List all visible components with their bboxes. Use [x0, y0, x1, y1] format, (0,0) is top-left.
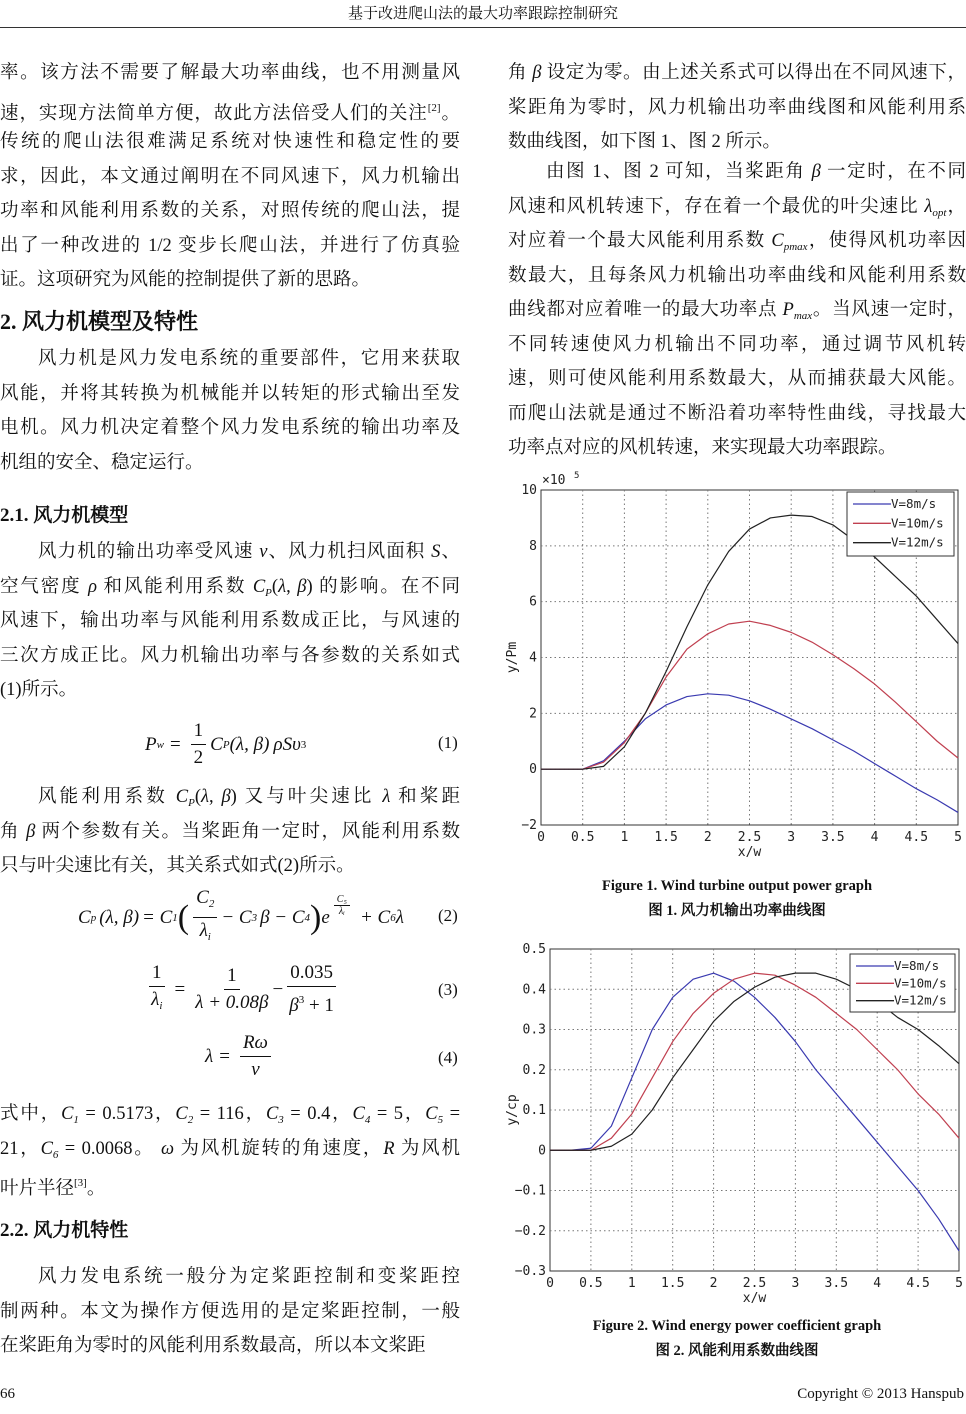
text-run: 风能利用系数 [38, 787, 176, 807]
text-run: 、风力机扫风面积 [267, 542, 432, 562]
x-tick-label: 1 [627, 1276, 636, 1291]
text-line [508, 91, 966, 126]
text-run: 为风机 [394, 1138, 460, 1159]
citation: [3] [74, 1177, 87, 1189]
equation-number: (3) [438, 980, 458, 999]
y-tick-label: 0.2 [522, 1062, 546, 1078]
eq-num: 1 [191, 718, 207, 745]
text-line [0, 160, 460, 195]
y-tick-label: 0.4 [522, 982, 546, 998]
legend-label: V=12m/s [894, 992, 947, 1008]
text-run: ， [946, 196, 966, 217]
x-tick-label: 3.5 [821, 830, 845, 845]
math-symbol: P [782, 300, 794, 320]
text-run: ) 又与叶尖速比 [230, 787, 383, 807]
eq-op: = [219, 1045, 230, 1067]
text-run: 在桨距角为零时的风能利用系数最高，所以本文桨距 [0, 1336, 426, 1356]
text-run: = 0.0068。 [58, 1138, 161, 1159]
math-symbol: max [793, 310, 813, 322]
x-tick-label: 4 [873, 1276, 882, 1291]
math-symbol: v [259, 542, 268, 562]
math-symbol: ω [160, 1138, 175, 1159]
figure-caption-en: Figure 2. Wind energy power coefficient graph [592, 1318, 882, 1334]
text-run: 角 [508, 63, 533, 83]
text-run: ( [194, 787, 201, 807]
y-tick-label: −0.2 [514, 1223, 546, 1239]
text-run: 功率点对应的风机转速，来实现最大功率跟踪。 [508, 438, 897, 458]
text-run: , [209, 787, 222, 807]
text-run: = [443, 1104, 461, 1124]
y-tick-label: 0 [529, 762, 537, 778]
legend-label: V=12m/s [891, 534, 944, 550]
eq-args: (λ, β) [99, 906, 140, 928]
math-symbol: C [61, 1104, 74, 1124]
text-line [0, 1132, 460, 1167]
x-tick-label: 0 [537, 830, 545, 845]
math-symbol: R [383, 1138, 395, 1159]
text-run: 一定时，在不同 [820, 162, 966, 182]
x-tick-label: 3 [791, 1276, 800, 1291]
text-line [0, 1329, 460, 1364]
math-symbol: C [352, 1104, 365, 1124]
math-symbol: β [221, 787, 231, 807]
eq-num: C₅ [334, 894, 350, 906]
text-line [0, 639, 460, 674]
eq-den: v [251, 1059, 260, 1080]
equation-number: (2) [438, 906, 458, 925]
paragraph [0, 56, 460, 298]
eq-symbol: λ [199, 920, 208, 941]
text-run: ，使得风机功率因 [807, 231, 966, 251]
eq-fraction [191, 718, 207, 771]
eq-den: λᵢ [338, 906, 345, 917]
page-number: 66 [0, 1386, 15, 1402]
x-tick-label: 0 [546, 1276, 554, 1291]
eq-sub: 4 [304, 911, 311, 924]
eq-symbol: P [145, 733, 157, 755]
math-symbol: β [811, 162, 821, 182]
eq-num: 1 [149, 960, 165, 987]
text-run: 角 [0, 821, 27, 842]
math-symbol: ρ [88, 576, 97, 597]
y-tick-label: −0.1 [514, 1183, 546, 1199]
x-axis-label: x/w [742, 1291, 767, 1306]
text-run: 速，则可使风能利用系数最大，从而捕获最大风能。 [508, 369, 966, 389]
x-tick-label: 3 [787, 830, 796, 845]
text-run: 风能，并将其转换为机械能并以转矩的形式输出至发 [0, 383, 460, 404]
eq-args: (λ, β) [229, 733, 270, 755]
eq-term: − C [221, 906, 252, 928]
math-symbol: λ [924, 196, 933, 217]
text-run: = 5， [370, 1104, 426, 1124]
eq-sub: 2 [208, 898, 215, 910]
text-line [508, 155, 966, 190]
eq-sub: 1 [172, 911, 178, 924]
text-run: 求，因此，本文通过阐明在不同风速下，风力机输出 [0, 166, 460, 187]
math-symbol: 3 [278, 1114, 284, 1126]
text-run: 速，实现方法简单方便，故此方法倍受人们的关注 [0, 103, 428, 124]
subsection-heading: 2.1. 风力机模型 [0, 505, 129, 526]
text-line [0, 570, 460, 605]
text-line [0, 1097, 460, 1132]
text-line [0, 1295, 460, 1330]
text-line [0, 849, 460, 884]
eq-term: + C [359, 906, 391, 928]
math-symbol: 1 [73, 1114, 79, 1126]
text-run: 桨距角为零时，风力机输出功率曲线图和风能利用系 [508, 97, 966, 118]
y-tick-label: 8 [529, 538, 537, 554]
text-run: 空气密度 [0, 576, 89, 597]
x-tick-label: 2 [709, 1276, 718, 1291]
citation: [2] [427, 101, 441, 114]
text-run: 风力机是风力发电系统的重要部件，它用来获取 [38, 349, 460, 369]
eq-den-tail: + 1 [304, 995, 334, 1016]
text-line [0, 604, 460, 639]
math-symbol: 2 [187, 1114, 194, 1126]
eq-num: 0.035 [287, 960, 336, 987]
text-line [0, 125, 460, 160]
figure-caption-cn: 图 1. 风力机输出功率曲线图 [648, 903, 826, 919]
paragraph [0, 1097, 460, 1201]
eq-fraction [193, 885, 217, 950]
x-tick-label: 5 [954, 830, 962, 845]
text-run: = 0.4， [283, 1104, 353, 1124]
eq-symbol: ρSυ [273, 733, 301, 755]
text-run: 对应着一个最大风能利用系数 [508, 231, 772, 251]
text-run: 风力机的输出功率受风速 [38, 542, 260, 562]
equation-3 [145, 960, 340, 1019]
eq-op: = [169, 733, 181, 755]
y-tick-label: 4 [529, 650, 537, 666]
math-symbol: P [188, 797, 195, 809]
math-symbol: C [252, 576, 266, 597]
eq-symbol: C [210, 733, 223, 755]
math-symbol: C [265, 1104, 279, 1124]
eq-symbol: λ [205, 1045, 214, 1067]
y-tick-label: 0 [538, 1143, 546, 1159]
paragraph [0, 780, 460, 884]
eq-symbol: e [321, 906, 330, 928]
text-run: 电机。风力机决定着整个风力发电系统的输出功率及 [0, 418, 460, 438]
paragraph [0, 342, 460, 480]
header-rule [0, 27, 966, 28]
text-run: 。当风速一定时， [812, 300, 966, 320]
figure-caption-cn: 图 2. 风能利用系数曲线图 [655, 1343, 819, 1359]
math-symbol: 6 [52, 1148, 59, 1161]
text-run: 由图 1、图 2 可知，当桨距角 [546, 162, 812, 182]
text-run: 21， [0, 1138, 41, 1159]
text-run: 两个参数有关。当桨距角一定时，风能利用系数 [35, 821, 460, 842]
text-run: 传统的爬山法很难满足系统对快速性和稳定性的要 [0, 132, 460, 152]
text-run: 不同转速使风力机输出不同功率，通过调节风机转 [508, 334, 966, 355]
eq-op: − [272, 978, 284, 1000]
math-symbol: C [40, 1138, 53, 1159]
legend-label: V=10m/s [894, 975, 947, 991]
axis-multiplier: ×10 [542, 473, 566, 488]
text-run: (1)所示。 [0, 680, 78, 700]
math-symbol: C [771, 231, 784, 251]
eq-sub: i [207, 931, 211, 943]
text-line [0, 411, 460, 446]
text-run: 三次方成正比。风力机输出功率与各参数的关系如式 [0, 645, 460, 666]
paragraph [0, 1260, 460, 1364]
text-run: 功率和风能利用系数的关系，对照传统的爬山法，提 [0, 201, 460, 221]
text-line [0, 229, 460, 264]
eq-sup: 3 [298, 994, 305, 1006]
math-symbol: β [532, 63, 542, 83]
paragraph [0, 535, 460, 708]
text-run: 。 [86, 1179, 106, 1199]
eq-sub: i [159, 1000, 163, 1012]
x-tick-label: 4.5 [906, 1276, 930, 1291]
y-tick-label: −2 [521, 818, 537, 833]
text-run: 数曲线图，如下图 1、图 2 所示。 [508, 132, 781, 152]
text-line [0, 263, 460, 298]
x-tick-label: 1.5 [654, 830, 678, 845]
left-paren: ( [177, 898, 190, 936]
y-tick-label: 6 [529, 594, 537, 610]
text-run: 风速和风机转速下，存在着一个最优的叶尖速比 [508, 196, 925, 217]
y-axis-label: y/cp [505, 1094, 520, 1126]
x-tick-label: 4 [870, 830, 879, 845]
text-run: 风力发电系统一般分为定桨距控制和变桨距控 [38, 1267, 460, 1287]
y-tick-label: 2 [529, 706, 537, 722]
text-run: = 0.5173， [78, 1104, 176, 1124]
text-run: 叶片半径 [0, 1179, 75, 1199]
math-symbol: 5 [437, 1114, 444, 1126]
text-run: ( [271, 576, 279, 597]
y-axis-label: y/Pm [505, 641, 520, 674]
x-tick-label: 5 [955, 1276, 963, 1291]
text-line [0, 1260, 460, 1295]
legend-label: V=8m/s [894, 958, 940, 973]
equation-1 [145, 718, 306, 771]
math-symbol: λ [382, 787, 391, 807]
text-run: , [286, 576, 298, 597]
copyright: Copyright © 2013 Hanspub [797, 1386, 964, 1402]
y-tick-label: 0.5 [522, 942, 546, 957]
x-axis-label: x/w [737, 845, 762, 860]
eq-exponent [334, 894, 350, 917]
eq-fraction [195, 963, 268, 1016]
math-symbol: C [425, 1104, 438, 1124]
eq-sub: w [156, 738, 164, 751]
math-symbol: β [26, 821, 36, 842]
subsection-heading: 2.2. 风力机特性 [0, 1220, 129, 1241]
eq-num: Rω [240, 1030, 271, 1057]
text-run: = 116， [193, 1104, 266, 1124]
eq-sup: 3 [300, 738, 307, 751]
equation-4 [205, 1030, 275, 1083]
text-run: 和桨距 [390, 787, 460, 807]
math-symbol: C [175, 787, 189, 807]
paragraph [508, 155, 966, 466]
x-tick-label: 2 [703, 830, 712, 845]
text-run: 、 [440, 542, 460, 562]
text-run: 机组的安全、稳定运行。 [0, 452, 204, 473]
eq-den: β [289, 995, 299, 1016]
x-tick-label: 1 [620, 830, 629, 845]
text-line [508, 397, 966, 432]
text-line [0, 673, 460, 708]
text-run: 设定为零。由上述关系式可以得出在不同风速下， [541, 63, 966, 83]
text-line [0, 56, 460, 91]
math-symbol: P [265, 586, 272, 599]
y-tick-label: 10 [521, 483, 537, 498]
math-symbol: λ [278, 576, 287, 597]
text-run: 和风能利用系数 [97, 576, 253, 597]
eq-symbol: C [78, 906, 91, 928]
text-line [508, 431, 966, 466]
y-tick-label: 0.3 [522, 1022, 546, 1038]
text-run: ) 的影响。在不同 [306, 576, 460, 597]
math-symbol: pmax [783, 241, 808, 253]
x-tick-label: 0.5 [570, 830, 595, 845]
eq-symbol: λ [395, 906, 404, 928]
text-run: 风速下，输出功率与风能利用系数成正比，与风速的 [0, 611, 460, 631]
text-line [508, 224, 966, 259]
eq-fraction [149, 960, 165, 1019]
text-line [0, 91, 460, 126]
legend-label: V=8m/s [891, 496, 937, 511]
text-line [0, 535, 460, 570]
eq-den: λ [151, 989, 160, 1010]
math-symbol: 4 [364, 1114, 371, 1126]
text-run: 制两种。本文为操作方便选用的是定桨距控制，一般 [0, 1301, 460, 1322]
eq-sub: p [90, 911, 97, 924]
text-line [508, 328, 966, 363]
eq-op: = [174, 978, 186, 1000]
x-tick-label: 2.5 [737, 830, 762, 845]
power-chart [500, 468, 966, 868]
text-run: 率。该方法不需要了解最大功率曲线，也不用测量风 [0, 63, 460, 83]
text-line [0, 780, 460, 815]
eq-den: λ + 0.08β [195, 992, 269, 1013]
eq-term: β − C [260, 906, 305, 928]
eq-sub: 3 [251, 911, 258, 924]
text-line [0, 377, 460, 412]
eq-den: 2 [193, 747, 204, 768]
equation-number: (4) [438, 1048, 458, 1067]
paragraph [508, 56, 966, 160]
text-line [0, 1166, 460, 1201]
text-line [0, 815, 460, 850]
text-run: 而爬山法就是通过不断沿着功率特性曲线，寻找最大 [508, 403, 966, 424]
text-run: 证。这项研究为风能的控制提供了新的思路。 [0, 270, 371, 290]
right-paren: ) [310, 898, 322, 936]
text-line [0, 342, 460, 377]
text-run: 数最大，且每条风力机输出功率曲线和风能利用系数 [508, 265, 966, 286]
eq-op: = C [142, 906, 173, 928]
figure-caption-en: Figure 1. Wind turbine output power graph [601, 878, 873, 894]
power-coefficient-chart [500, 935, 966, 1315]
text-line [0, 446, 460, 481]
equation-2 [78, 885, 404, 950]
legend-label: V=10m/s [891, 515, 944, 531]
math-symbol: λ [201, 787, 210, 807]
eq-fraction [287, 960, 336, 1019]
axis-multiplier-exponent: 5 [574, 471, 580, 481]
eq-fraction [240, 1030, 271, 1083]
x-tick-label: 0.5 [579, 1276, 603, 1291]
running-header: 基于改进爬山法的最大功率跟踪控制研究 [347, 6, 618, 22]
text-run: 。 [440, 103, 460, 124]
x-tick-label: 1.5 [660, 1276, 685, 1291]
x-tick-label: 3.5 [824, 1276, 849, 1291]
y-tick-label: 0.1 [522, 1103, 546, 1118]
math-symbol: S [431, 542, 441, 562]
text-run: 出了一种改进的 1/2 变步长爬山法，并进行了仿真验 [0, 235, 460, 256]
text-line [0, 194, 460, 229]
x-tick-label: 2.5 [742, 1276, 767, 1291]
section-heading: 2. 风力机模型及特性 [0, 309, 199, 334]
text-run: 只与叶尖速比有关，其关系式如式(2)所示。 [0, 856, 355, 876]
text-line [508, 190, 966, 225]
eq-symbol: C [196, 887, 209, 908]
math-symbol: C [175, 1104, 188, 1124]
text-line [508, 362, 966, 397]
text-run: 为风机旋转的角速度， [174, 1138, 384, 1159]
text-line [508, 293, 966, 328]
text-run: 曲线都对应着唯一的最大功率点 [508, 300, 783, 320]
math-symbol: opt [932, 206, 947, 219]
math-symbol: β [297, 576, 307, 597]
equation-number: (1) [438, 733, 458, 752]
y-tick-label: −0.3 [514, 1264, 546, 1279]
text-line [508, 56, 966, 91]
eq-sub: P [222, 738, 230, 751]
text-run: 式中， [0, 1104, 62, 1124]
eq-sub: 6 [390, 911, 396, 924]
text-line [508, 259, 966, 294]
x-tick-label: 4.5 [904, 830, 929, 845]
eq-num: 1 [224, 963, 240, 990]
